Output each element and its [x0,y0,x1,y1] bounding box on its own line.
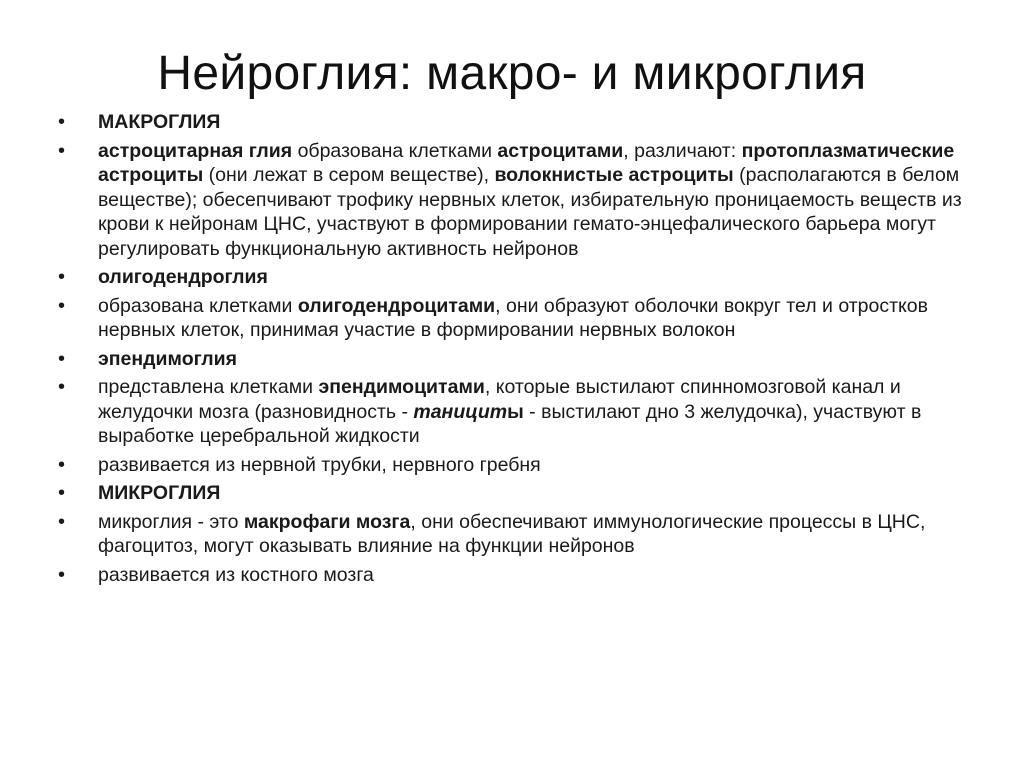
bullet-text [98,376,921,447]
bullet-text-run: протоплазматические астроциты [98,139,955,186]
bullet-text-run: МАКРОГЛИЯ [98,111,221,133]
bullet-text-run: макрофаги мозга [243,510,411,533]
bullet-text-run: , различают: [623,139,742,162]
bullet-text-run: развивается из костного мозга [98,563,374,586]
bullet-text [98,454,541,476]
bullet-text-run: олигодендроглия [98,266,268,288]
bullet-text [98,511,925,558]
bullet-text [98,111,220,133]
bullet-dot: • [58,111,66,133]
bullet-item [58,139,978,262]
bullet-text [98,266,268,288]
bullet-text-run [413,401,507,423]
bullet-dot: • [58,347,66,370]
bullet-text-run: МИКРОГЛИЯ [98,482,221,504]
bullet-dot: • [58,510,66,533]
bullet-text-run: эпендимоцитами [318,376,485,398]
bullet-text-run: , они образуют оболочки вокруг тел и отростков нервных клеток, принимая участие в формировании нервных волокон [98,294,928,341]
bullet-text [98,482,220,504]
bullet-text-run: развивается из нервной трубки, нервного гребня [98,453,541,476]
bullet-text-run: образована клетками [292,139,498,162]
bullet-text-run: , которые выстилают спинномозговой канал и желудочки мозга (разновидность - [98,376,901,423]
bullet-text-run: - выстилают дно 3 желудочка), участвуют в выработке церебральной жидкости [98,400,922,447]
bullet-text-run: (располагаются в белом веществе); обесепчивают трофику нервных клеток, избирательную проницаемость веществ из крови к нейронам ЦНС, участвуют в формировании гемато-энцефалического барьера могут регулировать функциональную активность нейронов [98,164,962,260]
bullet-item [58,481,978,506]
bullet-text-run: микроглия - это [98,510,244,533]
bullet-item [58,294,978,343]
bullet-text-run: эпендимоглия [98,347,238,370]
bullet-item [58,375,978,449]
bullet-dot: • [58,266,66,288]
bullet-text-run: , они обеспечивают иммунологические процессы в ЦНС, фагоцитоз, могут оказывать влияние на функции нейронов [98,510,926,557]
bullet-text-run: представлена клетками [98,376,319,398]
bullet-text-run: таницит [413,400,508,423]
bullet-item [58,265,978,290]
bullet-text [98,295,928,342]
bullet-dot: • [58,139,66,162]
bullet-dot: • [58,482,66,504]
bullet-text-run: олигодендроцитами [297,294,496,317]
bullet-item [58,110,978,135]
bullet-item [58,563,978,588]
bullet-text [98,564,374,586]
bullet-list [58,110,978,591]
bullet-text-run: волокнистые астроциты [494,164,734,186]
bullet-item [58,510,978,559]
bullet-text-run: ы [507,400,524,423]
bullet-text-run: образована клетками [98,294,298,317]
bullet-text [98,140,962,260]
bullet-text-run: (они лежат в сером веществе), [203,164,495,186]
bullet-dot: • [58,294,66,317]
bullet-item [58,347,978,372]
bullet-dot: • [58,453,66,476]
bullet-dot: • [58,563,66,586]
bullet-item [58,453,978,478]
bullet-text-run: астроцитарная глия [98,139,293,162]
bullet-dot: • [58,376,66,398]
bullet-text-run: астроцитами [497,139,624,162]
bullet-text [98,348,237,370]
slide-title: Нейроглия: макро- и микроглия [157,47,867,101]
